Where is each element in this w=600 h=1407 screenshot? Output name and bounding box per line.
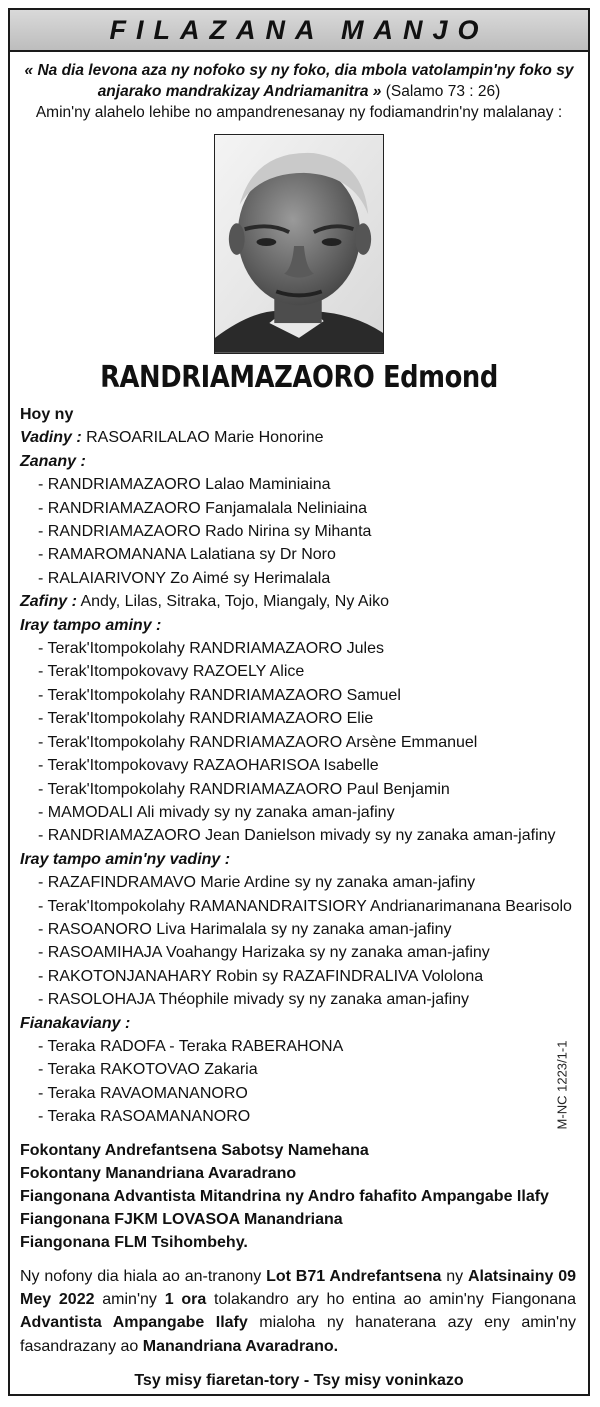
verse-quote: « Na dia levona aza ny nofoko sy ny foko, dia mbola vatolampin'ny foko sy anjarako mandrakizay Andriamanitra »: [24, 62, 574, 100]
community-line: Fokontany Andrefantsena Sabotsy Namehana: [20, 1141, 369, 1159]
list-item: - RAMAROMANANA Lalatiana sy Dr Noro: [20, 543, 588, 566]
reference-code: M-NC 1223/1-1: [554, 1040, 570, 1130]
list-item: - Terak'Itompokolahy RANDRIAMAZAORO Arsène Emmanuel: [20, 731, 588, 754]
intro-text: Amin'ny alahelo lehibe no ampandrenesanay ny fodiamandrin'ny malalanay :: [35, 104, 563, 121]
list-item: - RASOAMIHAJA Voahangy Harizaka sy ny zanaka aman-jafiny: [20, 941, 588, 964]
notice-title: FILAZANA MANJO: [109, 14, 489, 45]
community-line: Fiangonana FLM Tsihombehy.: [20, 1234, 248, 1252]
communities-list: [20, 1139, 588, 1255]
funeral-time: 1 ora: [164, 1291, 207, 1309]
fianakaviany-label: Fianakaviany :: [20, 1014, 131, 1032]
list-item: - Terak'Itompokolahy RANDRIAMAZAORO Samuel: [20, 684, 588, 707]
funeral-text: mialoha ny hanaterana azy eny amin'ny fasandrazany ao: [20, 1314, 577, 1355]
funeral-text: ny: [441, 1267, 468, 1285]
list-item: - RASOANORO Liva Harimalala sy ny zanaka aman-jafiny: [20, 918, 588, 941]
list-item: - Terak'Itompokolahy RANDRIAMAZAORO Paul Benjamin: [20, 778, 588, 801]
funeral-text: Ny nofony dia hiala ao an-tranony: [20, 1267, 267, 1285]
list-item: - RANDRIAMAZAORO Lalao Maminiaina: [20, 473, 588, 496]
list-item: - Terak'Itompokolahy RAMANANDRAITSIORY Andrianarimanana Bearisolo: [20, 895, 588, 918]
list-item: - RASOLOHAJA Théophile mivady sy ny zanaka aman-jafiny: [20, 988, 588, 1011]
funeral-text: amin'ny: [94, 1291, 165, 1309]
funeral-address: Lot B71 Andrefantsena: [266, 1267, 442, 1285]
list-item: - RAZAFINDRAMAVO Marie Ardine sy ny zanaka aman-jafiny: [20, 871, 588, 894]
reference-code-container: [556, 1035, 568, 1135]
list-item: - Teraka RAVAOMANANORO: [20, 1082, 588, 1105]
vadiny-label: Vadiny :: [20, 429, 82, 447]
list-item: - Terak'Itompokovavy RAZAOHARISOA Isabelle: [20, 754, 588, 777]
list-item: - RAKOTONJANAHARY Robin sy RAZAFINDRALIVA Vololona: [20, 965, 588, 988]
community-line: Fokontany Manandriana Avaradrano: [20, 1164, 297, 1182]
list-item: - RANDRIAMAZAORO Fanjamalala Neliniaina: [20, 497, 588, 520]
list-item: - MAMODALI Ali mivady sy ny zanaka aman-jafiny: [20, 801, 588, 824]
zafiny-value: Andy, Lilas, Sitraka, Tojo, Miangaly, Ny Aiko: [76, 593, 390, 611]
iray-tampo-aminy-label: Iray tampo aminy :: [20, 616, 162, 634]
funeral-details: [20, 1265, 576, 1359]
list-item: - Terak'Itompokolahy RANDRIAMAZAORO Elie: [20, 707, 588, 730]
footer-note: Tsy misy fiaretan-tory - Tsy misy voninkazo: [134, 1372, 464, 1390]
zafiny-label: Zafiny :: [20, 593, 77, 611]
hoy-ny-label: Hoy ny: [20, 406, 74, 423]
funeral-church: Advantista Ampangabe Ilafy: [20, 1314, 248, 1332]
family-list: [20, 403, 588, 1129]
zafiny-line: [20, 590, 588, 613]
list-item: - RALAIARIVONY Zo Aimé sy Herimalala: [20, 567, 588, 590]
verse-reference: (Salamo 73 : 26): [381, 83, 501, 100]
list-item: - Teraka RADOFA - Teraka RABERAHONA: [20, 1035, 588, 1058]
funeral-text: tolakandro ary ho entina ao amin'ny Fiangonana: [206, 1291, 576, 1309]
zanany-label: Zanany :: [20, 452, 86, 470]
photo-container: [10, 134, 588, 354]
deceased-name: RANDRIAMAZAORO Edmond: [100, 360, 498, 395]
list-item: - Teraka RASOAMANANORO: [20, 1105, 588, 1128]
list-item: - Teraka RAKOTOVAO Zakaria: [20, 1058, 588, 1081]
community-line: Fiangonana FJKM LOVASOA Manandriana: [20, 1211, 343, 1229]
notice-header: [10, 10, 588, 52]
iray-tampo-vadiny-label: Iray tampo amin'ny vadiny :: [20, 850, 231, 868]
obituary-notice: [8, 8, 590, 1396]
vadiny-line: [20, 426, 588, 449]
portrait-photo: [214, 134, 384, 354]
burial-place: Manandriana Avaradrano.: [142, 1337, 339, 1355]
list-item: - Terak'Itompokovavy RAZOELY Alice: [20, 660, 588, 683]
funeral-date: Alatsinainy 09 Mey 2022: [20, 1267, 576, 1309]
vadiny-value: RASOARILALAO Marie Honorine: [81, 429, 324, 447]
bible-verse: [20, 60, 578, 102]
list-item: - RANDRIAMAZAORO Rado Nirina sy Mihanta: [20, 520, 588, 543]
community-line: Fiangonana Advantista Mitandrina ny Andro fahafito Ampangabe Ilafy: [20, 1188, 549, 1205]
list-item: - Terak'Itompokolahy RANDRIAMAZAORO Jules: [20, 637, 588, 660]
list-item: - RANDRIAMAZAORO Jean Danielson mivady sy ny zanaka aman-jafiny: [20, 824, 588, 847]
